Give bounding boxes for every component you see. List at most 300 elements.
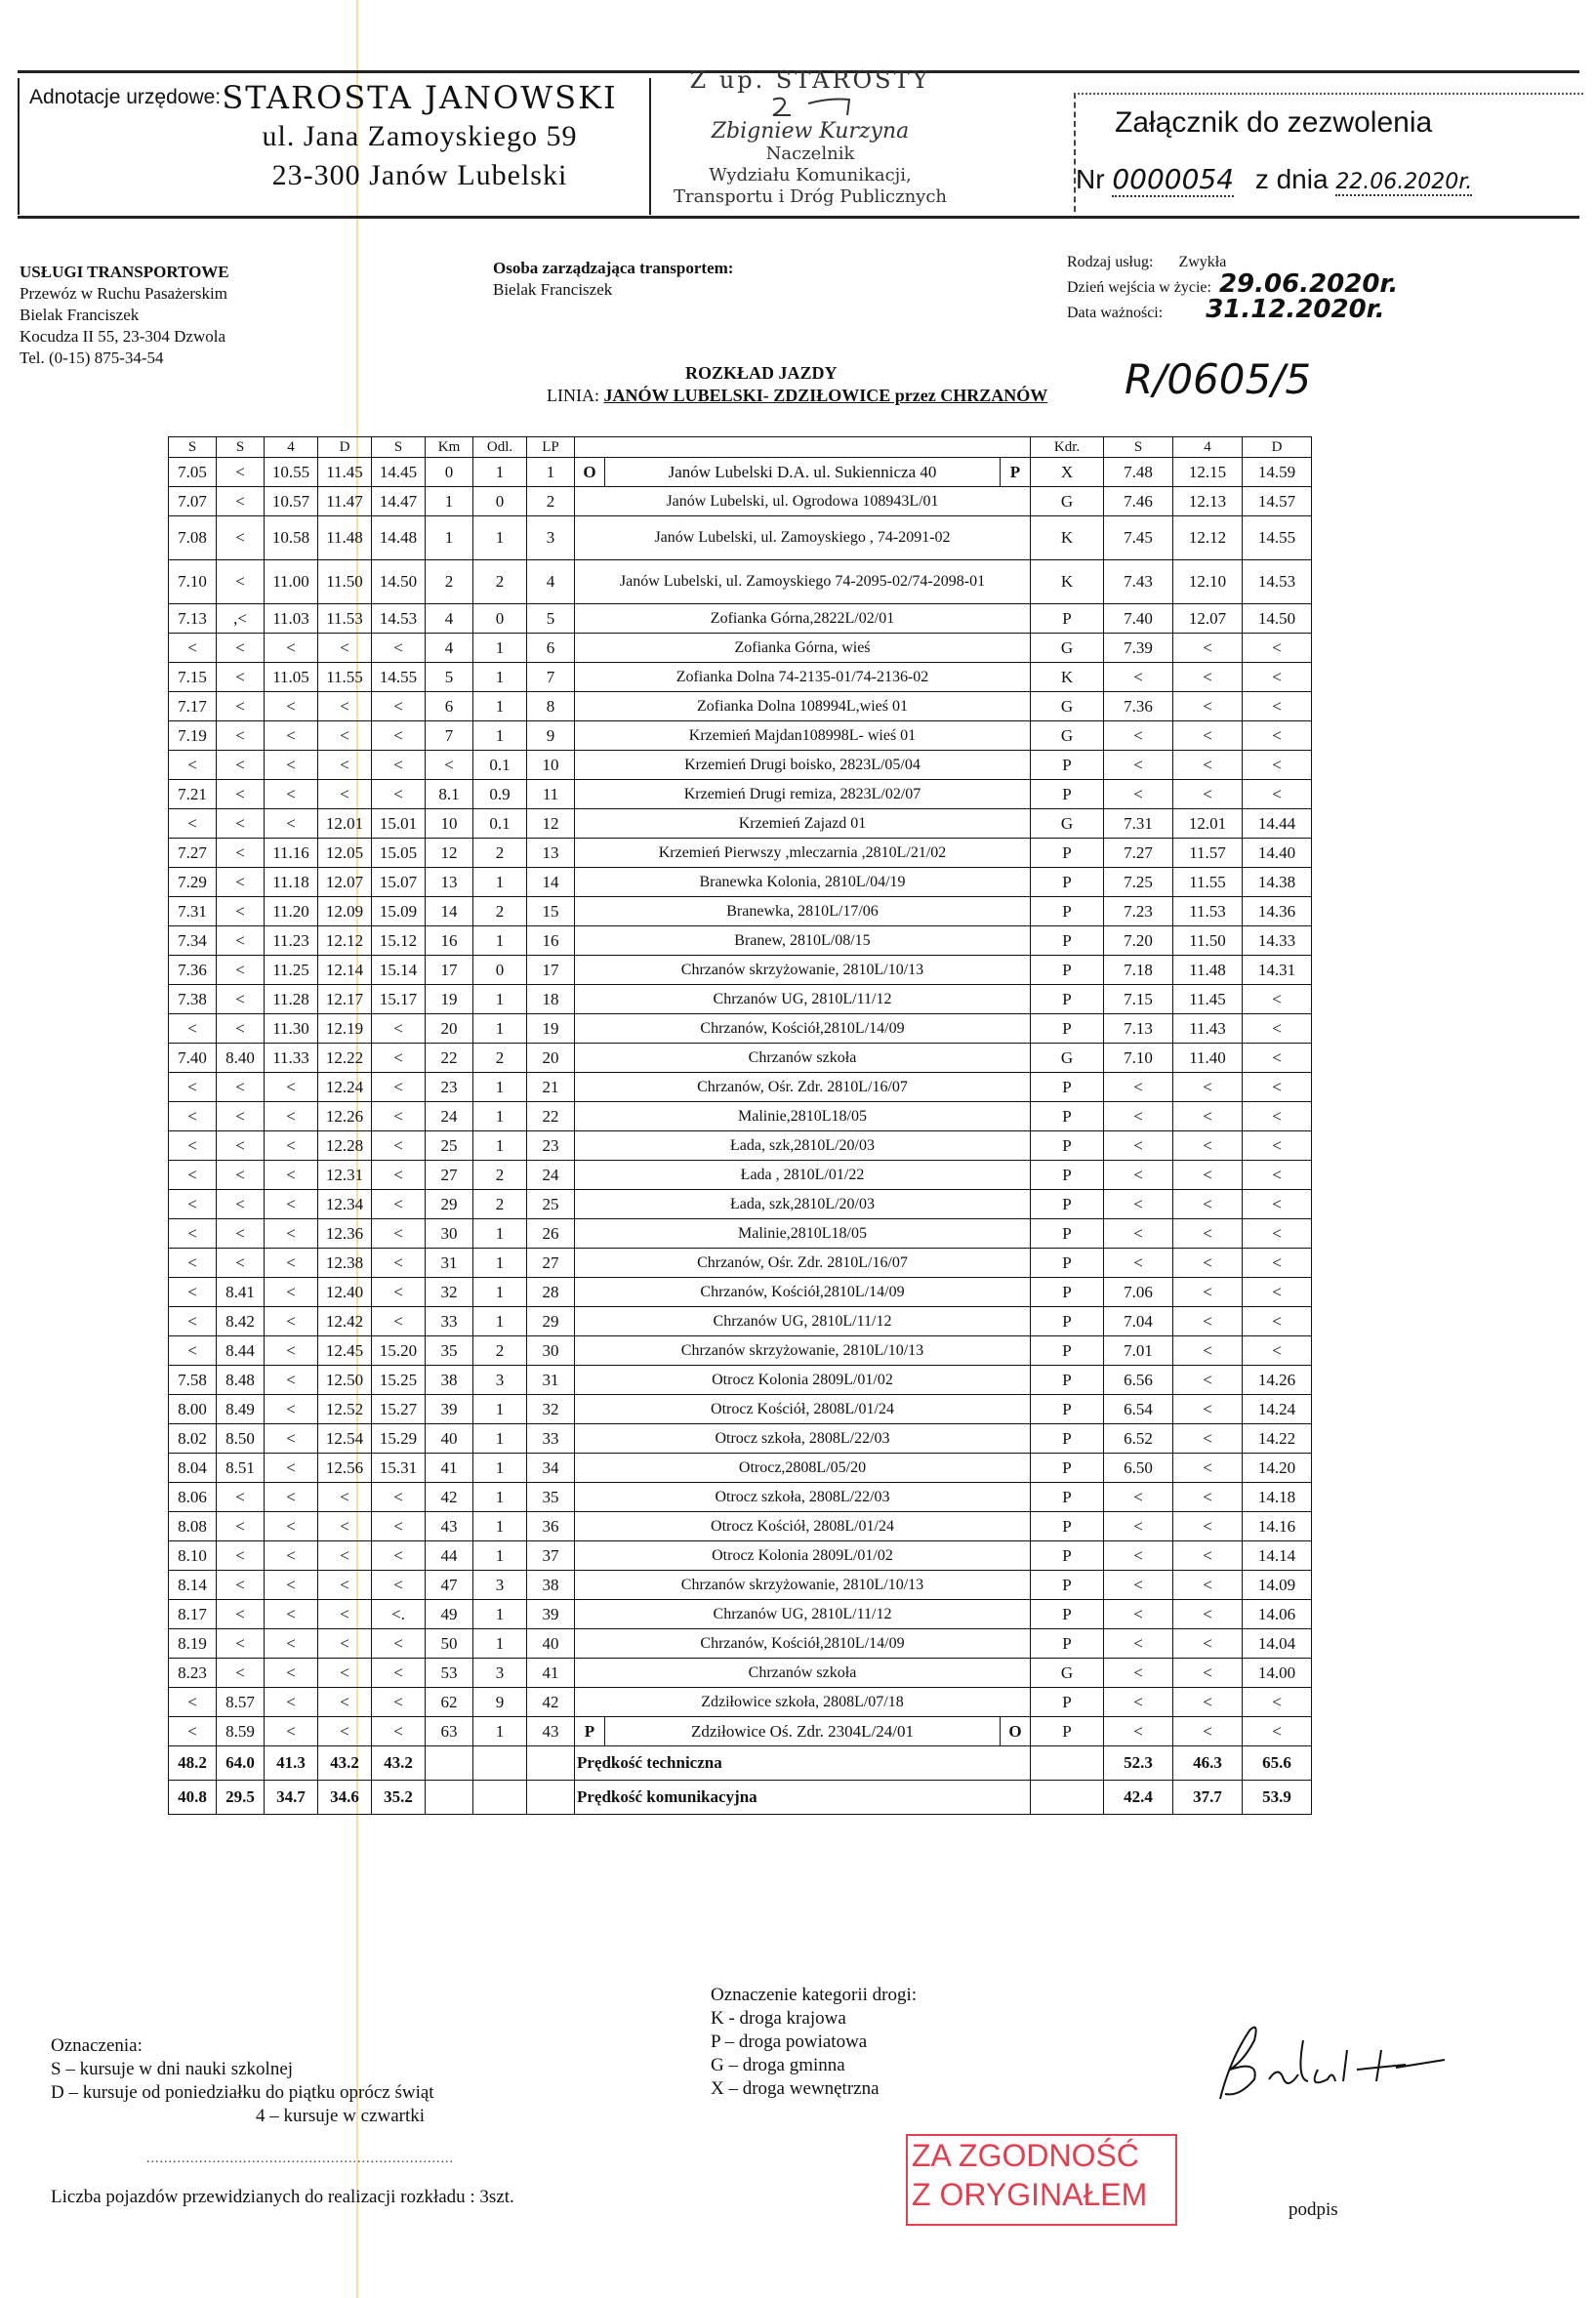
time-cell: < xyxy=(217,487,265,516)
time-cell: 0 xyxy=(473,604,527,634)
time-cell: 12.13 xyxy=(1173,487,1243,516)
table-row xyxy=(169,458,1312,487)
time-cell: 33 xyxy=(527,1424,575,1454)
manager-name: Bielak Franciszek xyxy=(493,280,613,299)
time-cell: 1 xyxy=(473,1131,527,1161)
time-cell: 14 xyxy=(527,868,575,897)
time-cell: 7.36 xyxy=(1104,692,1173,721)
empty-cell xyxy=(426,1746,473,1781)
time-cell: 17 xyxy=(426,956,473,985)
time-cell: 9 xyxy=(527,721,575,751)
time-cell: 12.14 xyxy=(318,956,372,985)
time-cell: 11.50 xyxy=(318,560,372,604)
time-cell: < xyxy=(169,634,217,663)
time-cell: < xyxy=(1173,1249,1243,1278)
time-cell: < xyxy=(1243,751,1312,780)
table-row xyxy=(169,1424,1312,1454)
time-cell: 7.15 xyxy=(1104,985,1173,1014)
time-cell: < xyxy=(217,1659,265,1688)
time-cell: 35 xyxy=(527,1483,575,1512)
table-row xyxy=(169,1102,1312,1131)
time-cell: < xyxy=(372,1190,426,1219)
stop-name: Chrzanów skrzyżowanie, 2810L/10/13 xyxy=(575,956,1031,985)
speed-cell: 46.3 xyxy=(1173,1746,1243,1781)
time-cell: 11.53 xyxy=(1173,897,1243,926)
time-cell: < xyxy=(265,1571,318,1600)
time-cell: 2 xyxy=(473,1044,527,1073)
time-cell: 1 xyxy=(473,692,527,721)
time-cell: < xyxy=(265,1278,318,1307)
time-cell: 12.01 xyxy=(1173,809,1243,839)
time-cell: 7.38 xyxy=(169,985,217,1014)
column-header: Km xyxy=(426,437,473,458)
time-cell: < xyxy=(372,1161,426,1190)
table-row xyxy=(169,1014,1312,1044)
time-cell: 7.40 xyxy=(169,1044,217,1073)
time-cell: 30 xyxy=(527,1336,575,1366)
time-cell: 12 xyxy=(426,839,473,868)
time-cell: < xyxy=(372,1571,426,1600)
table-row xyxy=(169,868,1312,897)
time-cell: < xyxy=(217,897,265,926)
speed-label: Prędkość techniczna xyxy=(575,1746,1031,1781)
time-cell: 1 xyxy=(473,1219,527,1249)
time-cell: 3 xyxy=(473,1659,527,1688)
time-cell: 1 xyxy=(473,1307,527,1336)
time-cell: < xyxy=(1104,1571,1173,1600)
signatory-line1: Z up. STAROSTY xyxy=(689,66,931,94)
time-cell: 7.21 xyxy=(169,780,217,809)
road-category-cell: G xyxy=(1031,692,1104,721)
time-cell: 14 xyxy=(426,897,473,926)
speed-cell: 42.4 xyxy=(1104,1781,1173,1815)
time-cell: < xyxy=(1243,634,1312,663)
table-row xyxy=(169,1219,1312,1249)
time-cell: 20 xyxy=(426,1014,473,1044)
road-category-cell: P xyxy=(1031,1571,1104,1600)
time-cell: 11.55 xyxy=(318,663,372,692)
stop-name: Chrzanów szkoła xyxy=(575,1659,1031,1688)
time-cell: 7.45 xyxy=(1104,516,1173,560)
time-cell: 1 xyxy=(426,487,473,516)
time-cell: 14.59 xyxy=(1243,458,1312,487)
time-cell: 23 xyxy=(527,1131,575,1161)
road-category-cell: G xyxy=(1031,721,1104,751)
time-cell: 14.47 xyxy=(372,487,426,516)
table-row xyxy=(169,1278,1312,1307)
time-cell: 12.38 xyxy=(318,1249,372,1278)
time-cell: 7.10 xyxy=(1104,1044,1173,1073)
time-cell: 11.03 xyxy=(265,604,318,634)
time-cell: 50 xyxy=(426,1629,473,1659)
time-cell: < xyxy=(1243,663,1312,692)
speed-cell: 43.2 xyxy=(372,1746,426,1781)
time-cell: 22 xyxy=(426,1044,473,1073)
time-cell: 12.19 xyxy=(318,1014,372,1044)
time-cell: < xyxy=(1243,780,1312,809)
stop-name: Chrzanów, Ośr. Zdr. 2810L/16/07 xyxy=(575,1073,1031,1102)
time-cell: < xyxy=(1173,1717,1243,1746)
time-cell: 28 xyxy=(527,1278,575,1307)
time-cell: 8.50 xyxy=(217,1424,265,1454)
stop-name: Malinie,2810L18/05 xyxy=(575,1219,1031,1249)
time-cell: 14.22 xyxy=(1243,1424,1312,1454)
stop-name: Zdziłowice Oś. Zdr. 2304L/24/01 xyxy=(605,1717,1001,1746)
certified-copy-stamp xyxy=(906,2134,1177,2226)
time-cell: < xyxy=(318,1512,372,1541)
time-cell: < xyxy=(318,1571,372,1600)
table-row xyxy=(169,809,1312,839)
time-cell: < xyxy=(1173,721,1243,751)
stop-name: Otrocz Kolonia 2809L/01/02 xyxy=(575,1541,1031,1571)
time-cell: < xyxy=(1243,1161,1312,1190)
time-cell: < xyxy=(169,1249,217,1278)
time-cell: 7.29 xyxy=(169,868,217,897)
time-cell: 7.58 xyxy=(169,1366,217,1395)
time-cell: < xyxy=(217,1073,265,1102)
table-row xyxy=(169,1541,1312,1571)
table-row xyxy=(169,1512,1312,1541)
time-cell: < xyxy=(1104,1249,1173,1278)
time-cell: < xyxy=(217,692,265,721)
time-cell: 43 xyxy=(527,1717,575,1746)
time-cell: < xyxy=(265,1688,318,1717)
office-name: STAROSTA JANOWSKI xyxy=(222,79,618,116)
time-cell: 8.02 xyxy=(169,1424,217,1454)
time-cell: 14.06 xyxy=(1243,1600,1312,1629)
signatory-role: Naczelnik xyxy=(765,144,855,164)
time-cell: 15.29 xyxy=(372,1424,426,1454)
time-cell: 4 xyxy=(426,634,473,663)
time-cell: < xyxy=(1173,634,1243,663)
empty-cell xyxy=(473,1746,527,1781)
time-cell: 1 xyxy=(473,1512,527,1541)
time-cell: 12.54 xyxy=(318,1424,372,1454)
road-category-cell: P xyxy=(1031,751,1104,780)
attachment-nr: 0000054 xyxy=(1112,163,1235,195)
time-cell: 5 xyxy=(527,604,575,634)
road-category: G – droga gminna xyxy=(711,2055,845,2075)
time-cell: 6 xyxy=(527,634,575,663)
road-category-cell: P xyxy=(1031,1102,1104,1131)
time-cell: < xyxy=(372,1512,426,1541)
time-cell: 36 xyxy=(527,1512,575,1541)
road-category-cell: P xyxy=(1031,1131,1104,1161)
time-cell: 14.57 xyxy=(1243,487,1312,516)
time-cell: 32 xyxy=(527,1395,575,1424)
time-cell: 8.17 xyxy=(169,1600,217,1629)
time-cell: 8.08 xyxy=(169,1512,217,1541)
time-cell: 14.33 xyxy=(1243,926,1312,956)
time-cell: 8.41 xyxy=(217,1278,265,1307)
time-cell: 11.43 xyxy=(1173,1014,1243,1044)
table-row xyxy=(169,516,1312,560)
time-cell: 31 xyxy=(426,1249,473,1278)
time-cell: 15.07 xyxy=(372,868,426,897)
time-cell: ,< xyxy=(217,604,265,634)
stop-name: Zdziłowice szkoła, 2808L/07/18 xyxy=(575,1688,1031,1717)
road-category-cell: P xyxy=(1031,985,1104,1014)
time-cell: 14.00 xyxy=(1243,1659,1312,1688)
time-cell: 63 xyxy=(426,1717,473,1746)
time-cell: < xyxy=(372,1249,426,1278)
time-cell: 7.31 xyxy=(1104,809,1173,839)
time-cell: 7.48 xyxy=(1104,458,1173,487)
time-cell: < xyxy=(217,1249,265,1278)
time-cell: 1 xyxy=(473,458,527,487)
time-cell: 43 xyxy=(426,1512,473,1541)
speed-cell: 43.2 xyxy=(318,1746,372,1781)
time-cell: 13 xyxy=(426,868,473,897)
time-cell: < xyxy=(1243,1249,1312,1278)
company-line: Tel. (0-15) 875-34-54 xyxy=(20,349,164,367)
time-cell: < xyxy=(265,1307,318,1336)
empty-cell xyxy=(1031,1781,1104,1815)
time-cell: 7 xyxy=(426,721,473,751)
column-header-stop xyxy=(575,437,1031,458)
time-cell: < xyxy=(1173,1512,1243,1541)
time-cell: < xyxy=(217,560,265,604)
table-row xyxy=(169,1600,1312,1629)
time-cell: 44 xyxy=(426,1541,473,1571)
table-row xyxy=(169,1571,1312,1600)
time-cell: 7.05 xyxy=(169,458,217,487)
attachment-number-line xyxy=(1076,163,1472,195)
stop-name: Krzemień Zajazd 01 xyxy=(575,809,1031,839)
table-row xyxy=(169,897,1312,926)
road-category-cell: P xyxy=(1031,1190,1104,1219)
time-cell: 29 xyxy=(527,1307,575,1336)
time-cell: < xyxy=(1173,1366,1243,1395)
time-cell: < xyxy=(318,1629,372,1659)
time-cell: < xyxy=(169,1073,217,1102)
time-cell: 1 xyxy=(473,926,527,956)
service-start: 29.06.2020r. xyxy=(1218,269,1399,299)
stop-name: Krzemień Drugi remiza, 2823L/02/07 xyxy=(575,780,1031,809)
signature-scribble xyxy=(1210,2021,1464,2109)
time-cell: 7.27 xyxy=(169,839,217,868)
time-cell: < xyxy=(265,692,318,721)
stop-name: Chrzanów, Kościół,2810L/14/09 xyxy=(575,1629,1031,1659)
time-cell: < xyxy=(1104,1512,1173,1541)
time-cell: < xyxy=(217,1483,265,1512)
time-cell: < xyxy=(1104,1659,1173,1688)
road-category-cell: P xyxy=(1031,1278,1104,1307)
time-cell: 14.16 xyxy=(1243,1512,1312,1541)
time-cell: 6.52 xyxy=(1104,1424,1173,1454)
time-cell: 14.36 xyxy=(1243,897,1312,926)
time-cell: 10 xyxy=(527,751,575,780)
time-cell: 12.52 xyxy=(318,1395,372,1424)
time-cell: < xyxy=(1104,1688,1173,1717)
road-category-cell: K xyxy=(1031,663,1104,692)
time-cell: < xyxy=(372,1073,426,1102)
stop-name: Krzemień Majdan108998L- wieś 01 xyxy=(575,721,1031,751)
time-cell: 27 xyxy=(426,1161,473,1190)
time-cell: < xyxy=(217,751,265,780)
speed-cell: 35.2 xyxy=(372,1781,426,1815)
time-cell: 15.25 xyxy=(372,1366,426,1395)
time-cell: < xyxy=(1173,1131,1243,1161)
time-cell: 11.48 xyxy=(318,516,372,560)
road-category-cell: P xyxy=(1031,897,1104,926)
time-cell: 18 xyxy=(527,985,575,1014)
stop-marker-start: O xyxy=(575,458,605,487)
time-cell: 3 xyxy=(473,1571,527,1600)
time-cell: < xyxy=(1104,721,1173,751)
time-cell: 40 xyxy=(426,1424,473,1454)
time-cell: < xyxy=(217,1600,265,1629)
stop-name: Zofianka Górna,2822L/02/01 xyxy=(575,604,1031,634)
stop-name: Janów Lubelski, ul. Zamoyskiego , 74-2091-02 xyxy=(575,516,1031,560)
time-cell: 14.24 xyxy=(1243,1395,1312,1424)
time-cell: 1 xyxy=(473,1249,527,1278)
time-cell: 1 xyxy=(426,516,473,560)
time-cell: 10.58 xyxy=(265,516,318,560)
time-cell: 8.44 xyxy=(217,1336,265,1366)
time-cell: 12.50 xyxy=(318,1366,372,1395)
time-cell: < xyxy=(265,1512,318,1541)
road-category-cell: P xyxy=(1031,956,1104,985)
time-cell: 12.56 xyxy=(318,1454,372,1483)
time-cell: < xyxy=(1173,1336,1243,1366)
time-cell: 8 xyxy=(527,692,575,721)
speed-row xyxy=(169,1746,1312,1781)
time-cell: < xyxy=(217,868,265,897)
time-cell: 4 xyxy=(426,604,473,634)
time-cell: 1 xyxy=(473,516,527,560)
time-cell: < xyxy=(265,1629,318,1659)
time-cell: 32 xyxy=(426,1278,473,1307)
time-cell: < xyxy=(1104,1541,1173,1571)
time-cell: 2 xyxy=(473,560,527,604)
attachment-nr-label: Nr xyxy=(1076,164,1105,194)
time-cell: 1 xyxy=(473,985,527,1014)
time-cell: < xyxy=(169,809,217,839)
time-cell: 8.51 xyxy=(217,1454,265,1483)
time-cell: 12.07 xyxy=(1173,604,1243,634)
time-cell: 14.45 xyxy=(372,458,426,487)
time-cell: 14.38 xyxy=(1243,868,1312,897)
time-cell: < xyxy=(169,1307,217,1336)
table-row xyxy=(169,692,1312,721)
road-category-cell: P xyxy=(1031,1219,1104,1249)
time-cell: < xyxy=(1243,1336,1312,1366)
speed-cell: 41.3 xyxy=(265,1746,318,1781)
attachment-title: Załącznik do zezwolenia xyxy=(1115,106,1433,139)
time-cell: < xyxy=(1243,1044,1312,1073)
time-cell: < xyxy=(169,1688,217,1717)
time-cell: < xyxy=(169,1219,217,1249)
time-cell: 12.05 xyxy=(318,839,372,868)
road-category-cell: P xyxy=(1031,1512,1104,1541)
stop-name: Zofianka Górna, wieś xyxy=(575,634,1031,663)
time-cell: 39 xyxy=(527,1600,575,1629)
time-cell: 7.23 xyxy=(1104,897,1173,926)
road-category-cell: X xyxy=(1031,458,1104,487)
time-cell: 38 xyxy=(527,1571,575,1600)
time-cell: 12.01 xyxy=(318,809,372,839)
time-cell: < xyxy=(169,1102,217,1131)
time-cell: 8.57 xyxy=(217,1688,265,1717)
table-row xyxy=(169,1190,1312,1219)
time-cell: < xyxy=(372,780,426,809)
road-category-cell: P xyxy=(1031,1161,1104,1190)
timetable-table xyxy=(168,436,1312,1815)
column-header: 4 xyxy=(1173,437,1243,458)
time-cell: 12.31 xyxy=(318,1161,372,1190)
time-cell: 2 xyxy=(473,1161,527,1190)
time-cell: 39 xyxy=(426,1395,473,1424)
time-cell: 14.26 xyxy=(1243,1366,1312,1395)
stop-name: Krzemień Pierwszy ,mleczarnia ,2810L/21/02 xyxy=(575,839,1031,868)
time-cell: < xyxy=(1173,1073,1243,1102)
time-cell: 5 xyxy=(426,663,473,692)
line-name: JANÓW LUBELSKI- ZDZIŁOWICE przez CHRZANÓW xyxy=(603,386,1048,405)
road-category-cell: P xyxy=(1031,1336,1104,1366)
time-cell: < xyxy=(1173,1454,1243,1483)
time-cell: 1 xyxy=(473,1278,527,1307)
time-cell: 41 xyxy=(426,1454,473,1483)
time-cell: 7.25 xyxy=(1104,868,1173,897)
road-category-cell: P xyxy=(1031,1014,1104,1044)
time-cell: 2 xyxy=(473,897,527,926)
signatory-name: Zbigniew Kurzyna xyxy=(711,119,910,144)
time-cell: < xyxy=(217,458,265,487)
time-cell: 53 xyxy=(426,1659,473,1688)
time-cell: 11.48 xyxy=(1173,956,1243,985)
table-row xyxy=(169,721,1312,751)
column-header: S xyxy=(217,437,265,458)
time-cell: 7.27 xyxy=(1104,839,1173,868)
table-row xyxy=(169,663,1312,692)
time-cell: < xyxy=(265,721,318,751)
time-cell: < xyxy=(372,1014,426,1044)
legend xyxy=(51,2034,434,2128)
stop-name: Łada , 2810L/01/22 xyxy=(575,1161,1031,1190)
stop-name: Chrzanów szkoła xyxy=(575,1044,1031,1073)
road-categories-title: Oznaczenie kategorii drogi: xyxy=(711,1985,918,2005)
time-cell: 12.10 xyxy=(1173,560,1243,604)
office-street: ul. Jana Zamoyskiego 59 xyxy=(262,120,578,152)
stop-name: Otrocz szkoła, 2808L/22/03 xyxy=(575,1483,1031,1512)
time-cell: 1 xyxy=(473,1717,527,1746)
time-cell: < xyxy=(265,1190,318,1219)
time-cell: 15.01 xyxy=(372,809,426,839)
time-cell: < xyxy=(217,985,265,1014)
stop-marker-end: O xyxy=(1001,1717,1031,1746)
service-type-label: Rodzaj usług: xyxy=(1067,254,1154,270)
stop-name: Chrzanów, Kościół,2810L/14/09 xyxy=(575,1278,1031,1307)
road-category-cell: P xyxy=(1031,1307,1104,1336)
time-cell: 7.31 xyxy=(169,897,217,926)
time-cell: 7.20 xyxy=(1104,926,1173,956)
time-cell: 7.01 xyxy=(1104,1336,1173,1366)
time-cell: < xyxy=(217,1219,265,1249)
time-cell: < xyxy=(1173,1571,1243,1600)
time-cell: < xyxy=(265,1659,318,1688)
time-cell: 8.40 xyxy=(217,1044,265,1073)
road-category-cell: P xyxy=(1031,1073,1104,1102)
time-cell: < xyxy=(217,956,265,985)
column-header: S xyxy=(1104,437,1173,458)
time-cell: 15.17 xyxy=(372,985,426,1014)
stop-name: Chrzanów UG, 2810L/11/12 xyxy=(575,1307,1031,1336)
signatory-initials xyxy=(654,94,966,119)
table-row xyxy=(169,1131,1312,1161)
time-cell: < xyxy=(318,1717,372,1746)
stop-name: Malinie,2810L18/05 xyxy=(575,1102,1031,1131)
